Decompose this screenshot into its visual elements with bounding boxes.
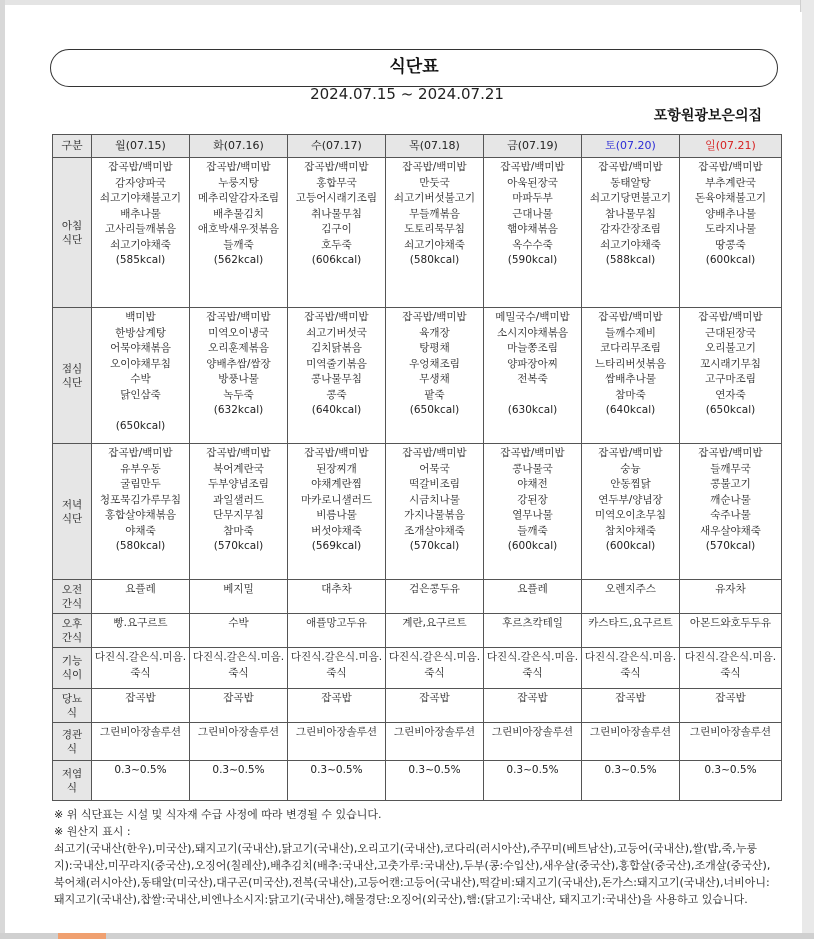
day-header: 화(07.16) <box>190 135 288 158</box>
menu-cell: 잡곡밥 <box>288 689 386 723</box>
menu-cell: 잡곡밥 <box>92 689 190 723</box>
day-header: 수(07.17) <box>288 135 386 158</box>
menu-cell: 그린비아장솔루션 <box>386 723 484 761</box>
menu-cell: 잡곡밥/백미밥 미역오이냉국 오리훈제볶음 양배추쌈/쌈장 방풍나물 녹두죽 (632kcal) <box>190 308 288 444</box>
table-header-row <box>53 135 782 158</box>
row-label: 오전 간식 <box>53 580 92 614</box>
table-row <box>53 158 782 308</box>
row-label: 당뇨 식 <box>53 689 92 723</box>
row-label: 아침 식단 <box>53 158 92 308</box>
menu-cell: 다진식.갈은식.미음.죽식 <box>484 648 582 689</box>
table-row <box>53 614 782 648</box>
menu-cell: 그린비아장솔루션 <box>484 723 582 761</box>
table-row <box>53 648 782 689</box>
institution-name: 포항원광보은의집 <box>653 108 762 124</box>
menu-cell: 잡곡밥/백미밥 부추계란국 돈육야채불고기 양배추나물 도라지나물 땅콩죽 (600kcal) <box>680 158 782 308</box>
row-label: 오후 간식 <box>53 614 92 648</box>
menu-cell: 애플망고두유 <box>288 614 386 648</box>
window-top-edge <box>0 0 814 5</box>
menu-table-body <box>53 158 782 801</box>
table-row <box>53 444 782 580</box>
notes-origin-heading: ※ 원산지 표시 : <box>54 825 131 838</box>
menu-cell: 요플레 <box>484 580 582 614</box>
table-row <box>53 761 782 801</box>
notes-section <box>54 806 774 908</box>
table-row <box>53 308 782 444</box>
menu-cell: 아몬드와호두두유 <box>680 614 782 648</box>
menu-cell: 잡곡밥/백미밥 북어계란국 두부양념조림 과일샐러드 단무지무침 참마죽 (570kcal) <box>190 444 288 580</box>
menu-cell: 잡곡밥/백미밥 어묵국 떡갈비조림 시금치나물 가지나물볶음 조개살야채죽 (570kcal) <box>386 444 484 580</box>
menu-cell: 잡곡밥/백미밥 들깨수제비 코다리무조림 느타리버섯볶음 쌈배추나물 참마죽 (640kcal) <box>582 308 680 444</box>
menu-cell: 잡곡밥/백미밥 육개장 탕평채 우엉채조림 무생채 팥죽 (650kcal) <box>386 308 484 444</box>
menu-cell: 잡곡밥/백미밥 만둣국 쇠고기버섯불고기 무들깨볶음 도토리묵무침 쇠고기야채죽 (580kcal) <box>386 158 484 308</box>
menu-cell: 수박 <box>190 614 288 648</box>
day-header: 목(07.18) <box>386 135 484 158</box>
menu-cell: 오렌지주스 <box>582 580 680 614</box>
bottom-tab-indicator[interactable] <box>58 933 106 939</box>
menu-cell: 백미밥 한방삼계탕 어묵야채볶음 오이야채무침 수박 닭인삼죽 (650kcal) <box>92 308 190 444</box>
menu-cell: 0.3~0.5% <box>386 761 484 801</box>
day-header-sunday: 일(07.21) <box>680 135 782 158</box>
menu-cell: 빵.요구르트 <box>92 614 190 648</box>
day-header-saturday: 토(07.20) <box>582 135 680 158</box>
menu-cell: 다진식.갈은식.미음.죽식 <box>288 648 386 689</box>
table-row <box>53 580 782 614</box>
row-label: 경관 식 <box>53 723 92 761</box>
day-header: 월(07.15) <box>92 135 190 158</box>
menu-cell: 잡곡밥/백미밥 동태알탕 쇠고기당면불고기 참나물무침 감자간장조림 쇠고기야채죽 (588kcal) <box>582 158 680 308</box>
menu-cell: 카스타드,요구르트 <box>582 614 680 648</box>
menu-cell: 그린비아장솔루션 <box>190 723 288 761</box>
row-label: 기능 식이 <box>53 648 92 689</box>
menu-cell: 잡곡밥/백미밥 쇠고기버섯국 김치닭볶음 미역줄기볶음 콩나물무침 콩죽 (640kcal) <box>288 308 386 444</box>
date-range: 2024.07.15 ~ 2024.07.21 <box>310 85 504 103</box>
vertical-scrollbar[interactable] <box>800 0 814 939</box>
menu-cell: 잡곡밥/백미밥 숭늉 안동찜닭 연두부/양념장 미역오이초무침 참치야채죽 (600kcal) <box>582 444 680 580</box>
bottom-bar <box>0 933 814 939</box>
row-label: 저염 식 <box>53 761 92 801</box>
menu-cell: 다진식.갈은식.미음.죽식 <box>92 648 190 689</box>
menu-cell: 그린비아장솔루션 <box>582 723 680 761</box>
menu-cell: 0.3~0.5% <box>582 761 680 801</box>
menu-cell: 잡곡밥/백미밥 유부우동 굴림만두 청포묵김가루무침 홍합살야채볶음 야채죽 (580kcal) <box>92 444 190 580</box>
menu-cell: 0.3~0.5% <box>484 761 582 801</box>
menu-cell: 잡곡밥/백미밥 근대된장국 오리불고기 꼬시래기무침 고구마조림 연자죽 (650kcal) <box>680 308 782 444</box>
row-label: 저녁 식단 <box>53 444 92 580</box>
menu-cell: 0.3~0.5% <box>190 761 288 801</box>
notes-change-notice: ※ 위 식단표는 시설 및 식자재 수급 사정에 따라 변경될 수 있습니다. <box>54 808 382 821</box>
menu-cell: 잡곡밥 <box>484 689 582 723</box>
menu-cell: 다진식.갈은식.미음.죽식 <box>680 648 782 689</box>
menu-cell: 그린비아장솔루션 <box>92 723 190 761</box>
menu-cell: 요플레 <box>92 580 190 614</box>
window-left-edge <box>0 0 5 939</box>
menu-cell: 잡곡밥/백미밥 홍합무국 고등어시래기조림 취나물무침 김구이 호두죽 (606kcal) <box>288 158 386 308</box>
menu-cell: 대추차 <box>288 580 386 614</box>
menu-cell: 유자차 <box>680 580 782 614</box>
table-row <box>53 723 782 761</box>
menu-cell: 0.3~0.5% <box>680 761 782 801</box>
menu-cell: 0.3~0.5% <box>288 761 386 801</box>
menu-cell: 검은콩두유 <box>386 580 484 614</box>
menu-cell: 0.3~0.5% <box>92 761 190 801</box>
menu-table <box>52 134 782 801</box>
menu-cell: 계란,요구르트 <box>386 614 484 648</box>
menu-cell: 다진식.갈은식.미음.죽식 <box>582 648 680 689</box>
notes-origin-list: 쇠고기(국내산(한우),미국산),돼지고기(국내산),닭고기(국내산),오리고기(국내산),코다리(러시아산),주꾸미(베트남산),고등어(국내산),쌀(밥,죽,누룽지):국내산,미꾸라지(중국산),오징어(칠레산),배추김치(배추:국내산,고춧가루:국내산),두부(콩:수입산),새우살(중국산),홍합살(중국산),조개살(중국산),북어채(러시아산),동태알(미국산),대구곤(미국산),전복(국내산),고등어캔:고등어(국내산),떡갈비:돼지고기(국내산),돈가스:돼지고기(국내산),너비아니:돼지고기(국내산),찹쌀:국내산,비엔나소시지:닭고기(국내산),해물경단:오징어(외국산),햄:(닭고기:국내산, 돼지고기:국내산)을 사용하고 있습니다. <box>54 842 771 906</box>
menu-cell: 메밀국수/백미밥 소시지야채볶음 마늘쫑조림 양파장아찌 전복죽 (630kcal) <box>484 308 582 444</box>
row-label: 점심 식단 <box>53 308 92 444</box>
page-title: 식단표 <box>50 49 778 87</box>
menu-cell: 다진식.갈은식.미음.죽식 <box>190 648 288 689</box>
document-page <box>12 12 802 936</box>
menu-cell: 잡곡밥/백미밥 감자양파국 쇠고기야채불고기 배추나물 고사리들깨볶음 쇠고기야채죽 (585kcal) <box>92 158 190 308</box>
table-row <box>53 689 782 723</box>
menu-cell: 잡곡밥 <box>680 689 782 723</box>
menu-cell: 잡곡밥 <box>190 689 288 723</box>
menu-cell: 잡곡밥 <box>582 689 680 723</box>
menu-cell: 잡곡밥/백미밥 된장찌개 야채계란찜 마카로니샐러드 비름나물 버섯야채죽 (569kcal) <box>288 444 386 580</box>
day-header: 금(07.19) <box>484 135 582 158</box>
menu-cell: 잡곡밥/백미밥 들깨무국 콩불고기 깨순나물 숙주나물 새우살야채죽 (570kcal) <box>680 444 782 580</box>
menu-cell: 다진식.갈은식.미음.죽식 <box>386 648 484 689</box>
menu-cell: 잡곡밥 <box>386 689 484 723</box>
category-header: 구분 <box>53 135 92 158</box>
menu-cell: 후르츠칵테일 <box>484 614 582 648</box>
menu-cell: 베지밀 <box>190 580 288 614</box>
menu-cell: 잡곡밥/백미밥 아욱된장국 마파두부 근대나물 햄야채볶음 옥수수죽 (590kcal) <box>484 158 582 308</box>
menu-cell: 그린비아장솔루션 <box>680 723 782 761</box>
menu-cell: 잡곡밥/백미밥 콩나물국 야채전 강된장 열무나물 들깨죽 (600kcal) <box>484 444 582 580</box>
menu-cell: 잡곡밥/백미밥 누룽지탕 메추리알감자조림 배추물김치 애호박새우젓볶음 들깨죽 (562kcal) <box>190 158 288 308</box>
menu-cell: 그린비아장솔루션 <box>288 723 386 761</box>
